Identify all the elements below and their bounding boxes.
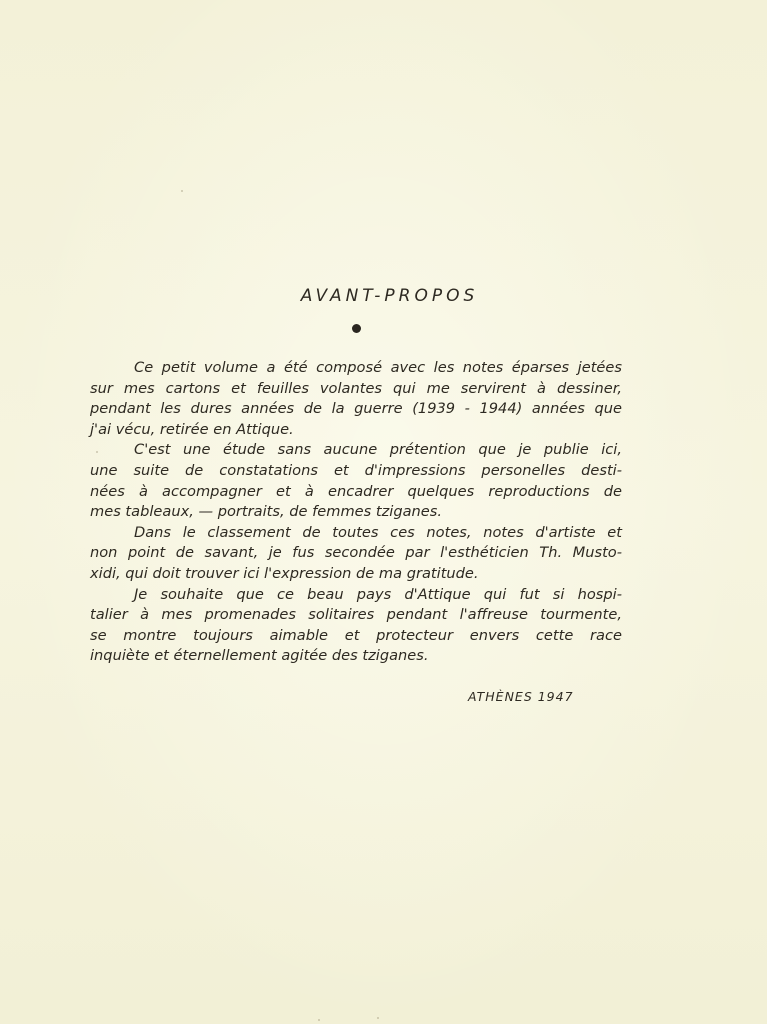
text-line: sur mes cartons et feuilles volantes qui me servirent à dessiner, [90,379,622,397]
text-line: j'ai vécu, retirée en Attique. [90,420,294,438]
text-line: Ce petit volume a été composé avec les notes éparses jetées [134,359,622,376]
text-line: nées à accompagner et à encadrer quelques reproductions de [90,482,622,500]
text-line: Je souhaite que ce beau pays d'Attique qui fut si hospi- [134,585,622,603]
text-line: C'est une étude sans aucune prétention que je publie ici, [134,441,622,459]
foreword-body [90,358,622,667]
text-line: talier à mes promenades solitaires pendant l'affreuse tourmente, [90,606,622,624]
paper-speck [377,1017,379,1019]
place-date-signature: ATHÈNES 1947 [468,689,574,704]
text-line: une suite de constatations et d'impressions personelles desti- [90,461,622,479]
text-line: Dans le classement de toutes ces notes, notes d'artiste et [134,523,622,541]
text-line: se montre toujours aimable et protecteur envers cette race [90,626,622,644]
text-line: xidi, qui doit trouver ici l'expression de ma gratitude. [90,564,479,582]
text-line: pendant les dures années de la guerre (1939 - 1944) années que [90,400,622,418]
text-line: non point de savant, je fus secondée par l'esthéticien Th. Musto- [90,544,622,562]
text-line: mes tableaux, — portraits, de femmes tziganes. [90,503,443,521]
paper-speck [181,190,183,192]
paper-speck [96,451,98,453]
paper-speck [318,1019,320,1021]
page-title: AVANT-PROPOS [300,286,479,306]
bullet-ornament [352,324,361,333]
text-line: inquiète et éternellement agitée des tziganes. [90,647,429,665]
